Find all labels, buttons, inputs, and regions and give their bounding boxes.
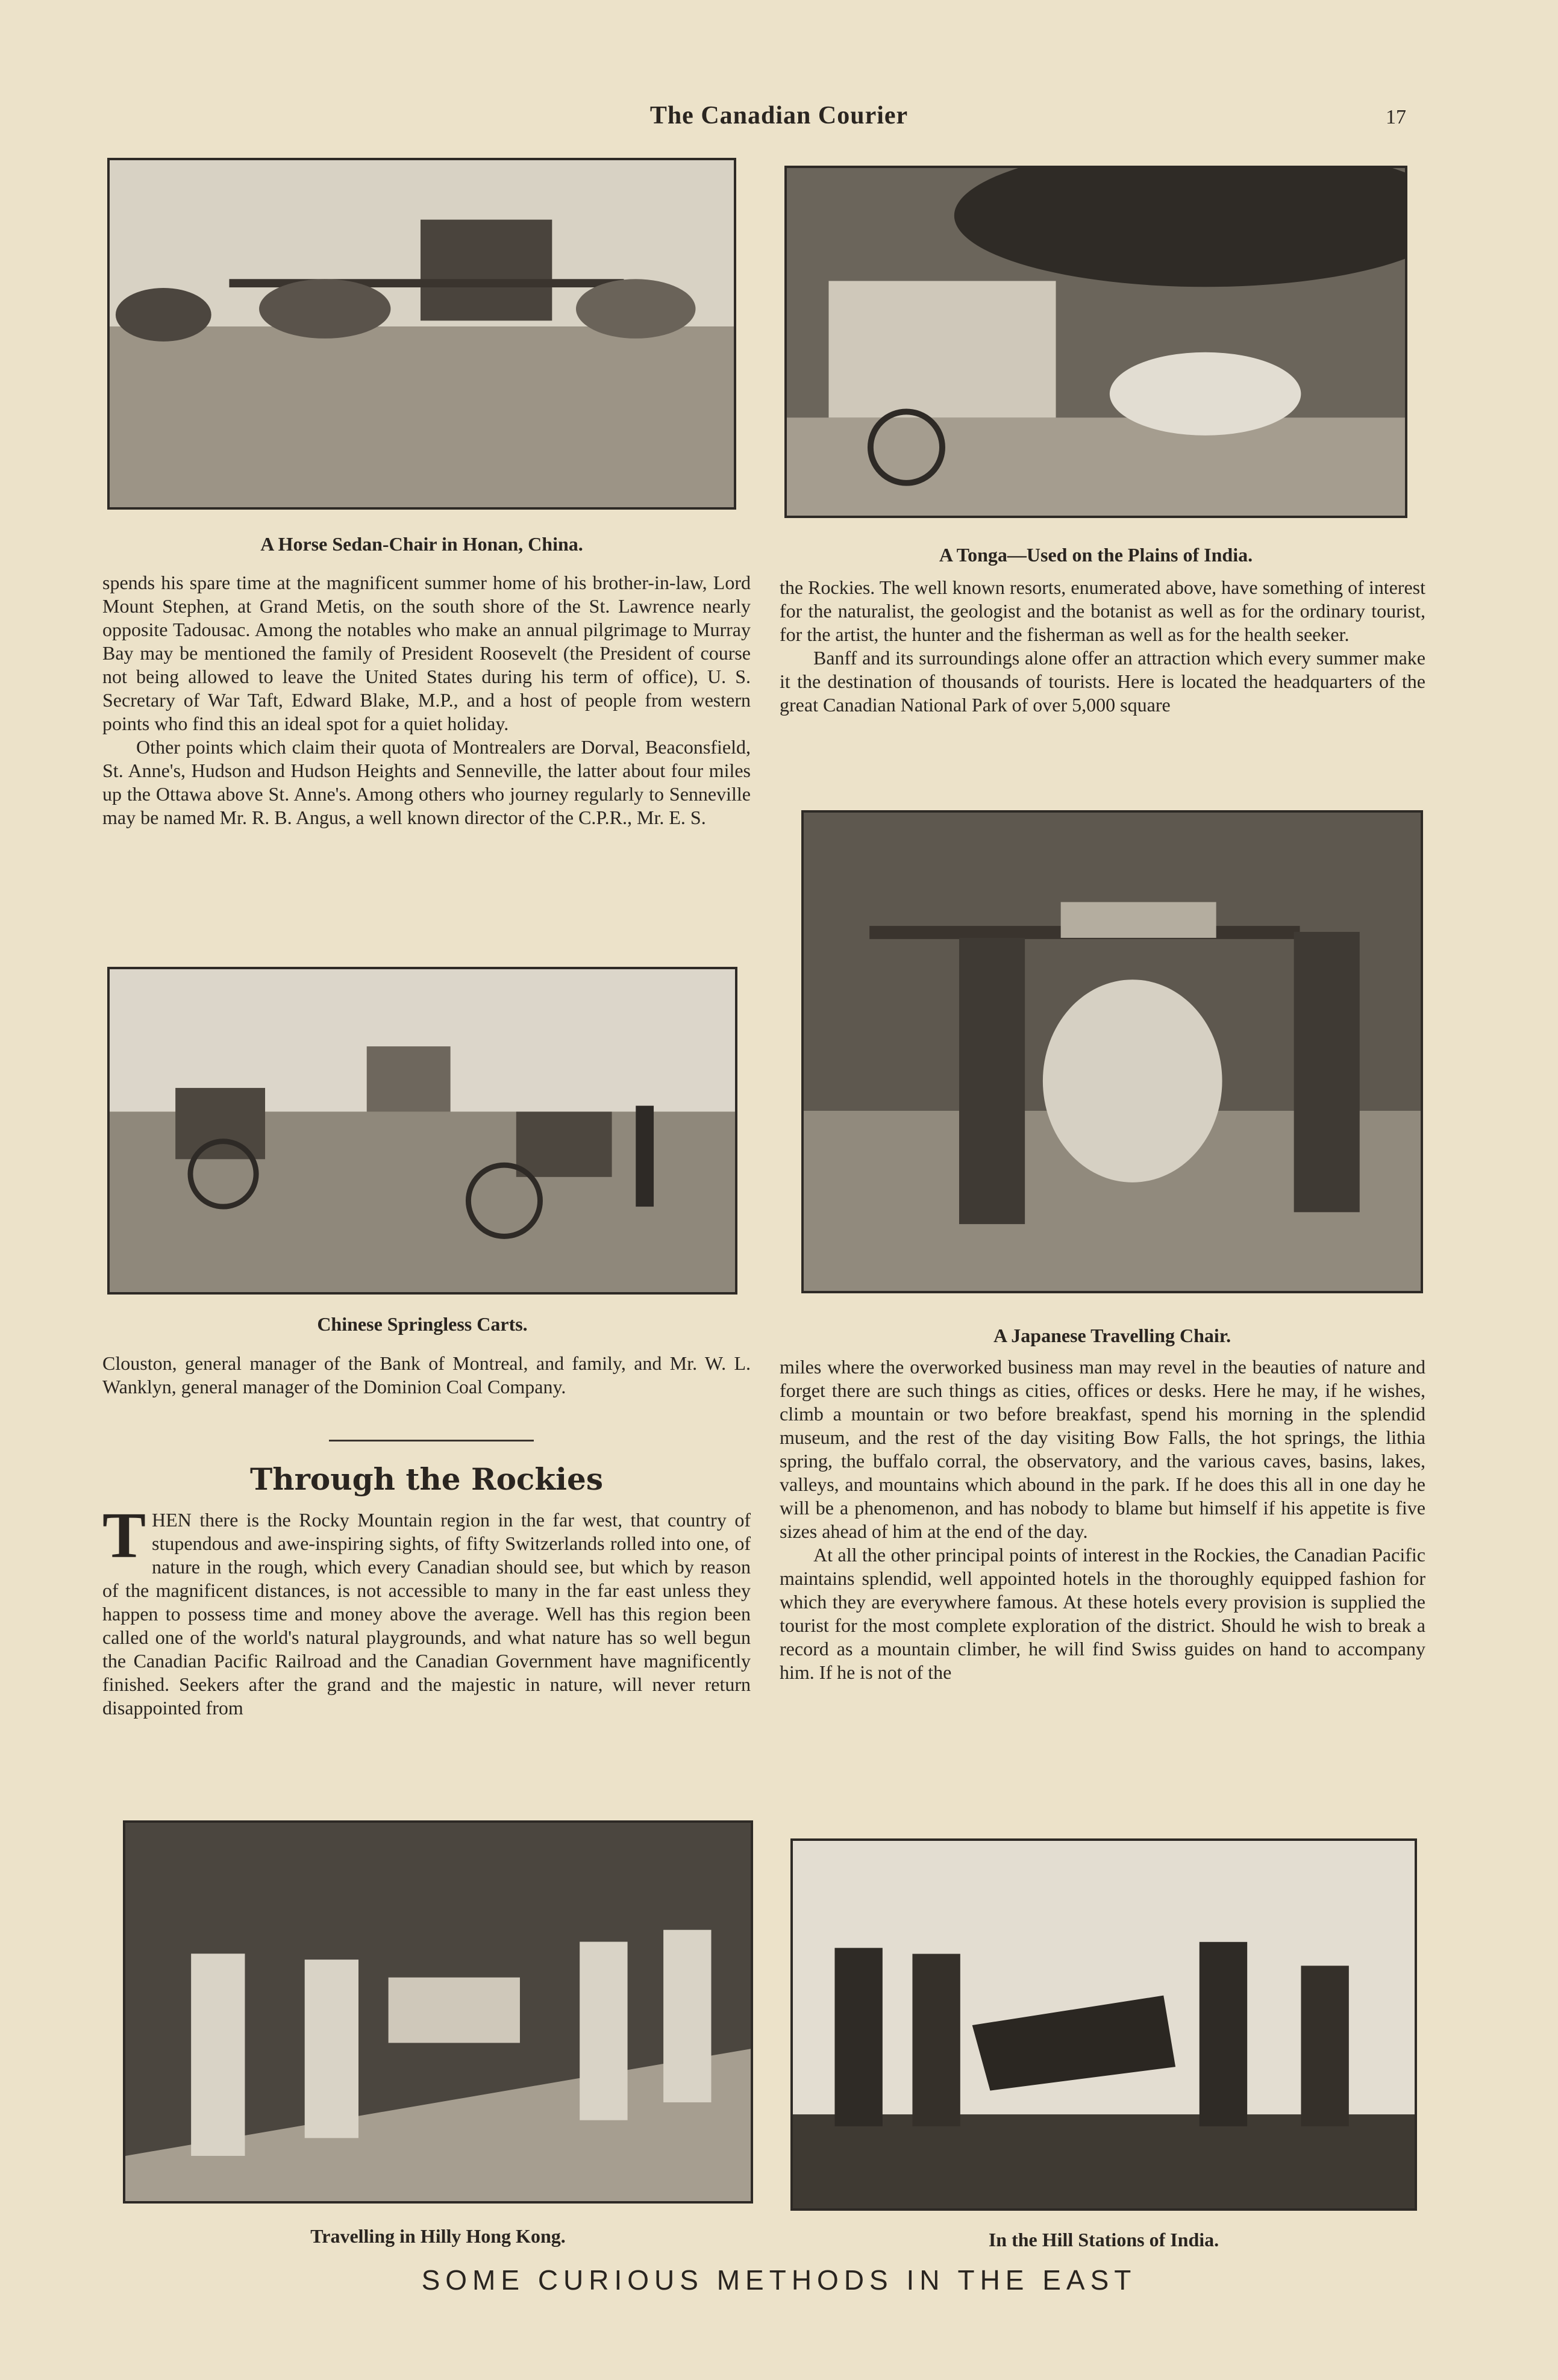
section-body-text [102,1500,751,1720]
paragraph: spends his spare time at the magnificent summer home of his brother-in-law, Lord Mount Stephen, at Grand Metis, on the south shore of the St. Lawrence nearly opposite Tadousac. Among the notables who make an annual pilgrimage to Murray Bay may be mentioned the family of President Roosevelt (the President of course not being allowed to leave the United States during his term of office), U. S. Secretary of War Taft, Edward Blake, M.P., and a host of people from western points who find this an ideal spot for a quiet holiday. [102,572,751,734]
section-heading: Through the Rockies [250,1461,603,1497]
photo-japanese-travelling-chair [801,810,1423,1293]
caption-chinese-carts: Chinese Springless Carts. [317,1313,528,1335]
section-divider [329,1440,534,1441]
caption-hilly-hong-kong: Travelling in Hilly Hong Kong. [310,2225,566,2247]
paragraph: miles where the overworked business man may revel in the beauties of nature and forget there are such things as cities, offices or desks. Here he may, if he wishes, climb a mountain or two before breakfast, spend his morning in the splendid museum, and the rest of the day visiting Bow Falls, the hot springs, the lithia spring, the buffalo corral, the observatory, and the various caves, basins, lakes, valleys, and mountains which abound in the park. If he does this all in one day he will be a phenomenon, and has nobody to blame but himself if his appetite is five sizes ahead of him at the end of the day. [780,1356,1425,1542]
caption-tonga: A Tonga—Used on the Plains of India. [939,544,1253,566]
paragraph: the Rockies. The well known resorts, enumerated above, have something of interest for the naturalist, the geologist and the botanist as well as for the ordinary tourist, for the artist, the hunter and the fisherman as well as for the health seeker. [780,576,1425,645]
paragraph-text: HEN there is the Rocky Mountain region in the far west, that country of stupendous and awe-inspiring sights, of fifty Switzerlands rolled into one, of nature in the rough, which every Canadian should see, but which by reason of the magnificent distances, is not accessible to many in the far east unless they happen to possess time and money above the average. Well has this region been called one of the world's natural playgrounds, and what nature has so well begun the Canadian Pacific Railroad and the Canadian Government have magnificently finished. Seekers after the grand and the majestic in nature, will never return disappointed from [102,1509,751,1719]
photo-horse-sedan-chair [107,158,736,510]
magazine-title: The Canadian Courier [649,102,909,130]
photo-hill-stations-india [790,1838,1417,2211]
photo-hilly-hong-kong [123,1820,753,2204]
left-column-upper-text [102,571,751,829]
caption-horse-sedan-chair: A Horse Sedan-Chair in Honan, China. [260,533,583,555]
right-column-middle-text [780,1355,1425,1684]
paragraph: Clouston, general manager of the Bank of Montreal, and family, and Mr. W. L. Wanklyn, general manager of the Dominion Coal Company. [102,1352,751,1398]
paragraph: Other points which claim their quota of Montrealers are Dorval, Beaconsfield, St. Anne's, Hudson and Hudson Heights and Senneville, the latter about four miles up the Ottawa above St. Anne's. Among others who journey regularly to Senneville may be named Mr. R. B. Angus, a well known director of the C.P.R., Mr. E. S. [102,736,751,828]
caption-japanese-chair: A Japanese Travelling Chair. [993,1325,1231,1346]
left-column-middle-text [102,1352,751,1399]
paragraph: At all the other principal points of interest in the Rockies, the Canadian Pacific maintains splendid, well appointed hotels in the thoroughly equipped fashion for which they are everywhere famous. At these hotels every provision is supplied the tourist for the most complete exploration of the district. Should he wish to break a record as a mountain climber, he will find Swiss guides on hand to accompany him. If he is not of the [780,1544,1425,1683]
page-number: 17 [1386,106,1406,128]
page-footer-title: SOME CURIOUS METHODS IN THE EAST [421,2264,1137,2296]
photo-chinese-springless-carts [107,967,737,1295]
right-column-upper-text [780,576,1425,717]
paragraph [102,1500,751,1720]
drop-cap: T [102,1500,146,1572]
photo-tonga [784,166,1407,518]
paragraph: Banff and its surroundings alone offer an attraction which every summer make it the destination of thousands of tourists. Here is located the headquarters of the great Canadian National Park of over 5,000 square [780,647,1425,716]
caption-hill-stations-india: In the Hill Stations of India. [988,2229,1219,2250]
